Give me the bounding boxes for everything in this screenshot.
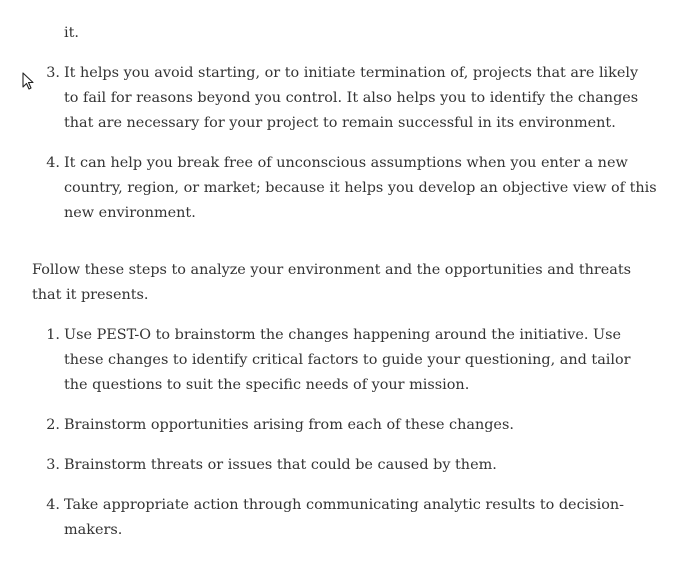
list-item-line: to fail for reasons beyond you control. It also helps you to identify the changes (64, 90, 639, 106)
list-item-line: these changes to identify critical factors to guide your questioning, and tailor (64, 352, 631, 368)
list-item-tail-text: it. (64, 25, 79, 41)
list-item-number: 3. (46, 65, 60, 81)
list-item-number: 4. (46, 155, 60, 171)
list-item-line: the questions to suit the specific needs of your mission. (64, 377, 470, 393)
list-item-line: Brainstorm threats or issues that could be caused by them. (64, 457, 497, 473)
list-item-line: new environment. (64, 205, 196, 221)
list-item-line: Take appropriate action through communicating analytic results to decision- (64, 497, 625, 513)
list-item-number: 2. (46, 417, 60, 433)
list-item-line: that are necessary for your project to remain successful in its environment. (64, 115, 616, 131)
paragraph-line: Follow these steps to analyze your environment and the opportunities and threats (32, 262, 632, 278)
list-item-line: country, region, or market; because it helps you develop an objective view of this (64, 180, 657, 196)
list-item-number: 3. (46, 457, 60, 473)
list-item-line: It can help you break free of unconscious assumptions when you enter a new (64, 155, 628, 171)
list-item-number: 1. (46, 327, 60, 343)
list-item-line: It helps you avoid starting, or to initiate termination of, projects that are likely (64, 65, 639, 81)
paragraph-line: that it presents. (32, 287, 149, 303)
list-item-line: makers. (64, 522, 123, 538)
list-item-line: Brainstorm opportunities arising from each of these changes. (64, 417, 514, 433)
list-item-number: 4. (46, 497, 60, 513)
list-item-line: Use PEST-O to brainstorm the changes happening around the initiative. Use (64, 327, 622, 343)
